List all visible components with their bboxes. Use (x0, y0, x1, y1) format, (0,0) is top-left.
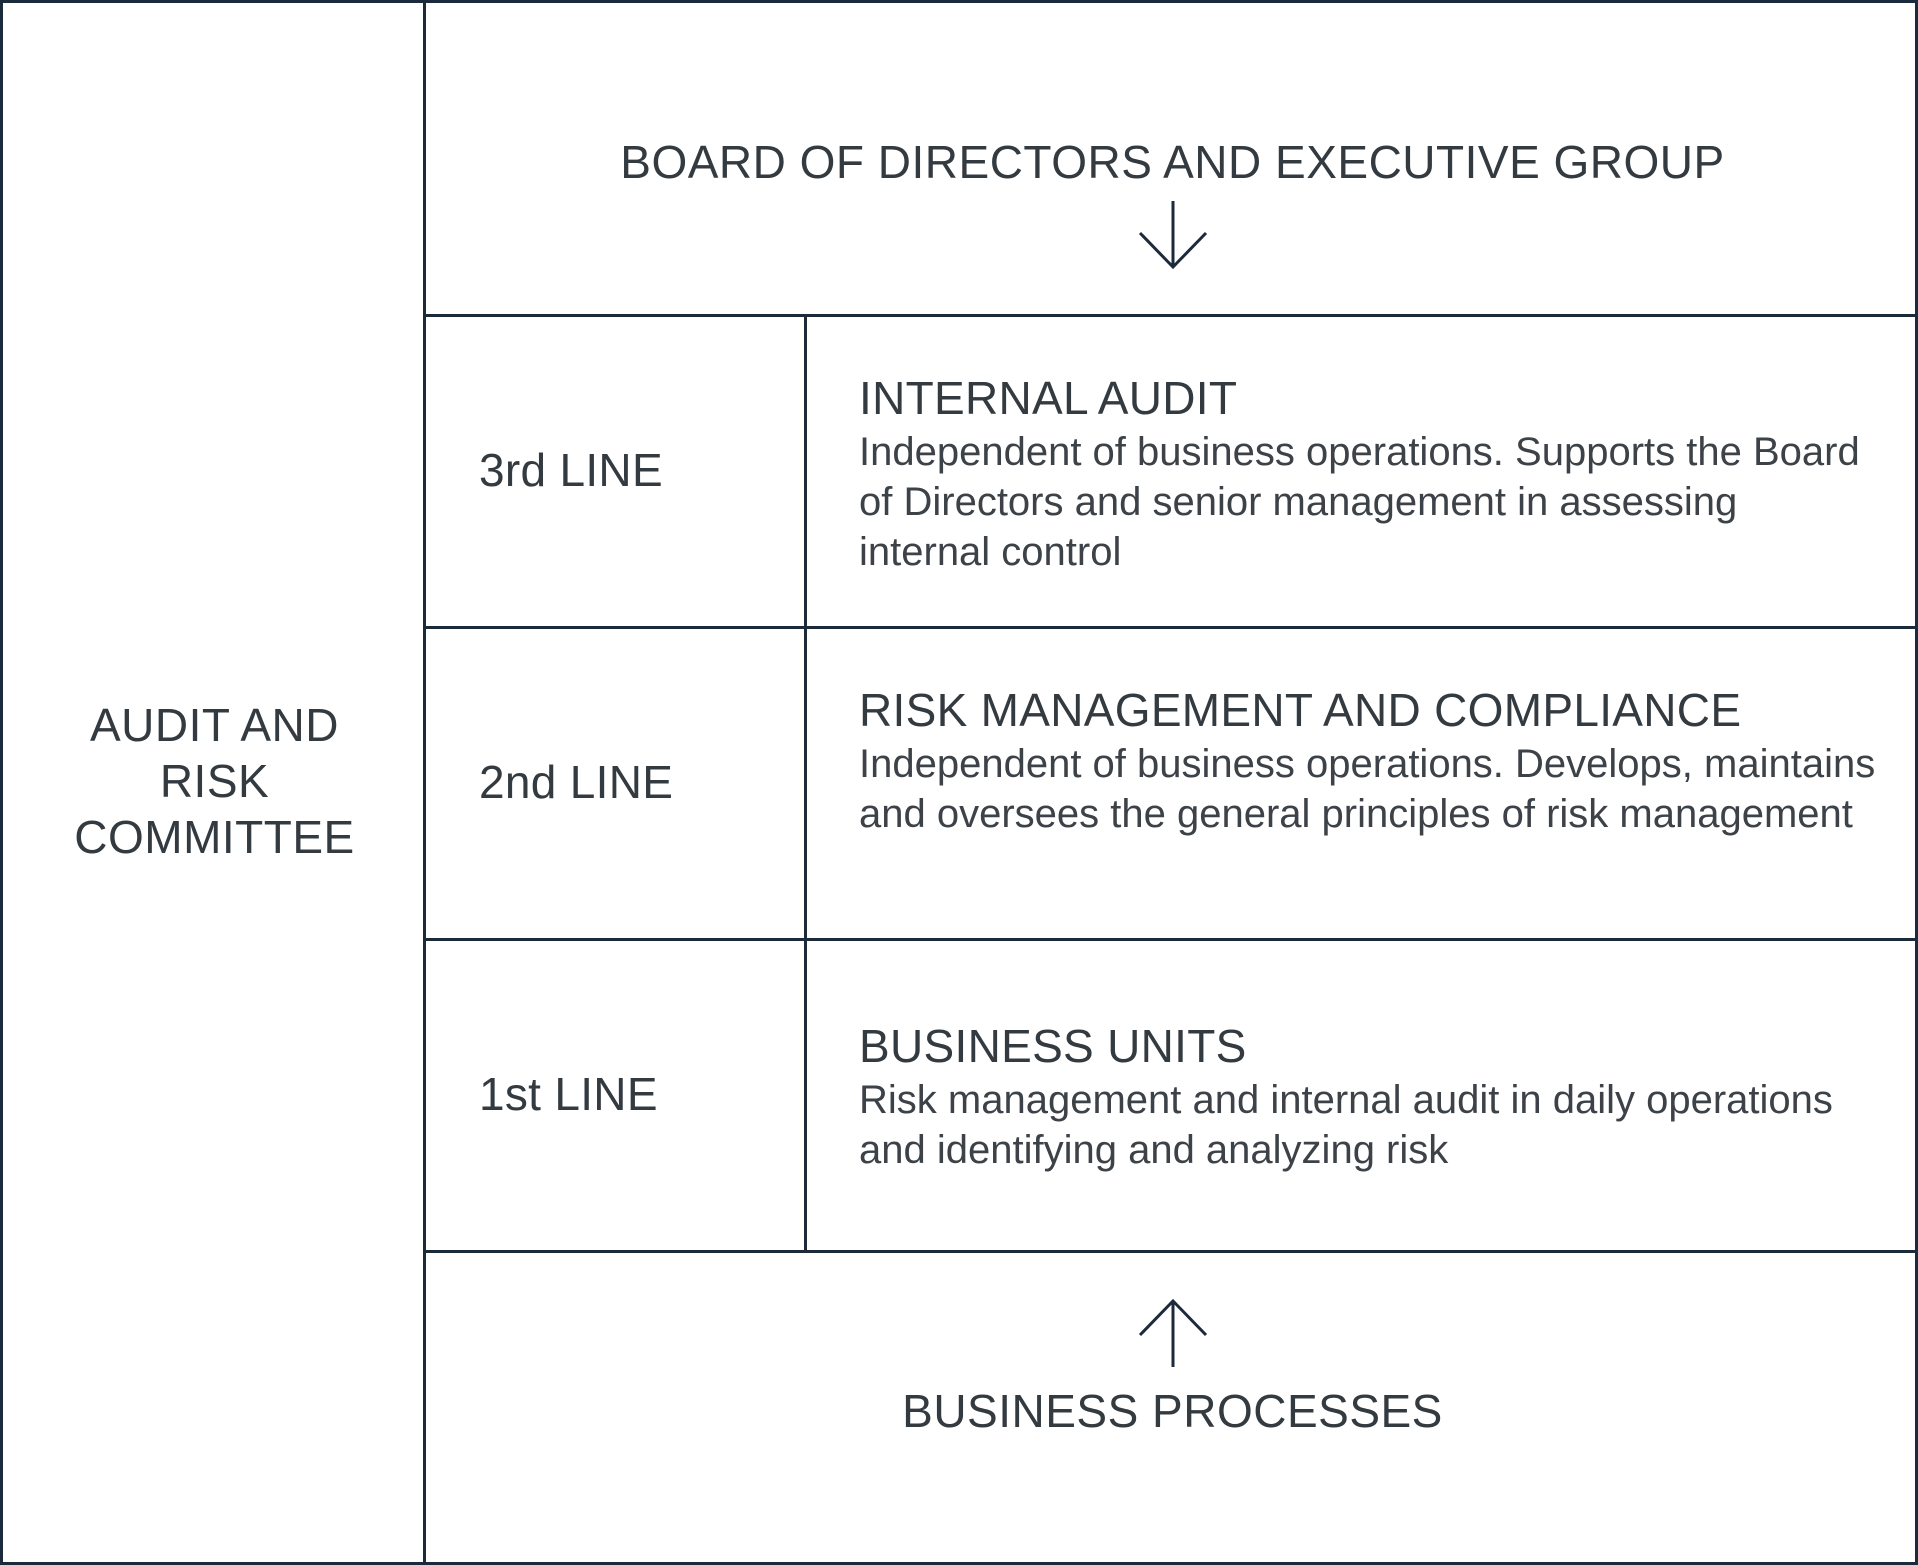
line-content (859, 683, 1879, 839)
line-level-label: 2nd LINE (479, 756, 674, 808)
line-content (859, 371, 1879, 577)
line-level-label: 1st LINE (479, 1068, 658, 1120)
line-description: Independent of business operations. Develops, maintains and oversees the general principles of risk management (859, 742, 1876, 836)
line-title: BUSINESS UNITS (859, 1020, 1247, 1072)
arrow-up-icon (1138, 1297, 1208, 1369)
line-row-3rd (427, 317, 1918, 627)
line-level-label: 3rd LINE (479, 444, 663, 496)
line-content (859, 1019, 1879, 1175)
line-row-2nd (427, 629, 1918, 939)
line-title: RISK MANAGEMENT AND COMPLIANCE (859, 684, 1742, 736)
audit-risk-committee (3, 3, 426, 1562)
line-description: Independent of business operations. Supports the Board of Directors and senior management in assessing internal control (859, 430, 1860, 574)
arrow-down-icon (1138, 199, 1208, 271)
committee-label: AUDIT AND RISK COMMITTEE (74, 698, 355, 863)
line-row-1st (427, 941, 1918, 1251)
processes-section (427, 1254, 1918, 1565)
board-title: BOARD OF DIRECTORS AND EXECUTIVE GROUP (620, 136, 1725, 188)
line-title: INTERNAL AUDIT (859, 372, 1238, 424)
line-description: Risk management and internal audit in daily operations and identifying and analyzing risk (859, 1078, 1833, 1172)
board-section (427, 3, 1918, 316)
processes-title: BUSINESS PROCESSES (902, 1385, 1443, 1437)
